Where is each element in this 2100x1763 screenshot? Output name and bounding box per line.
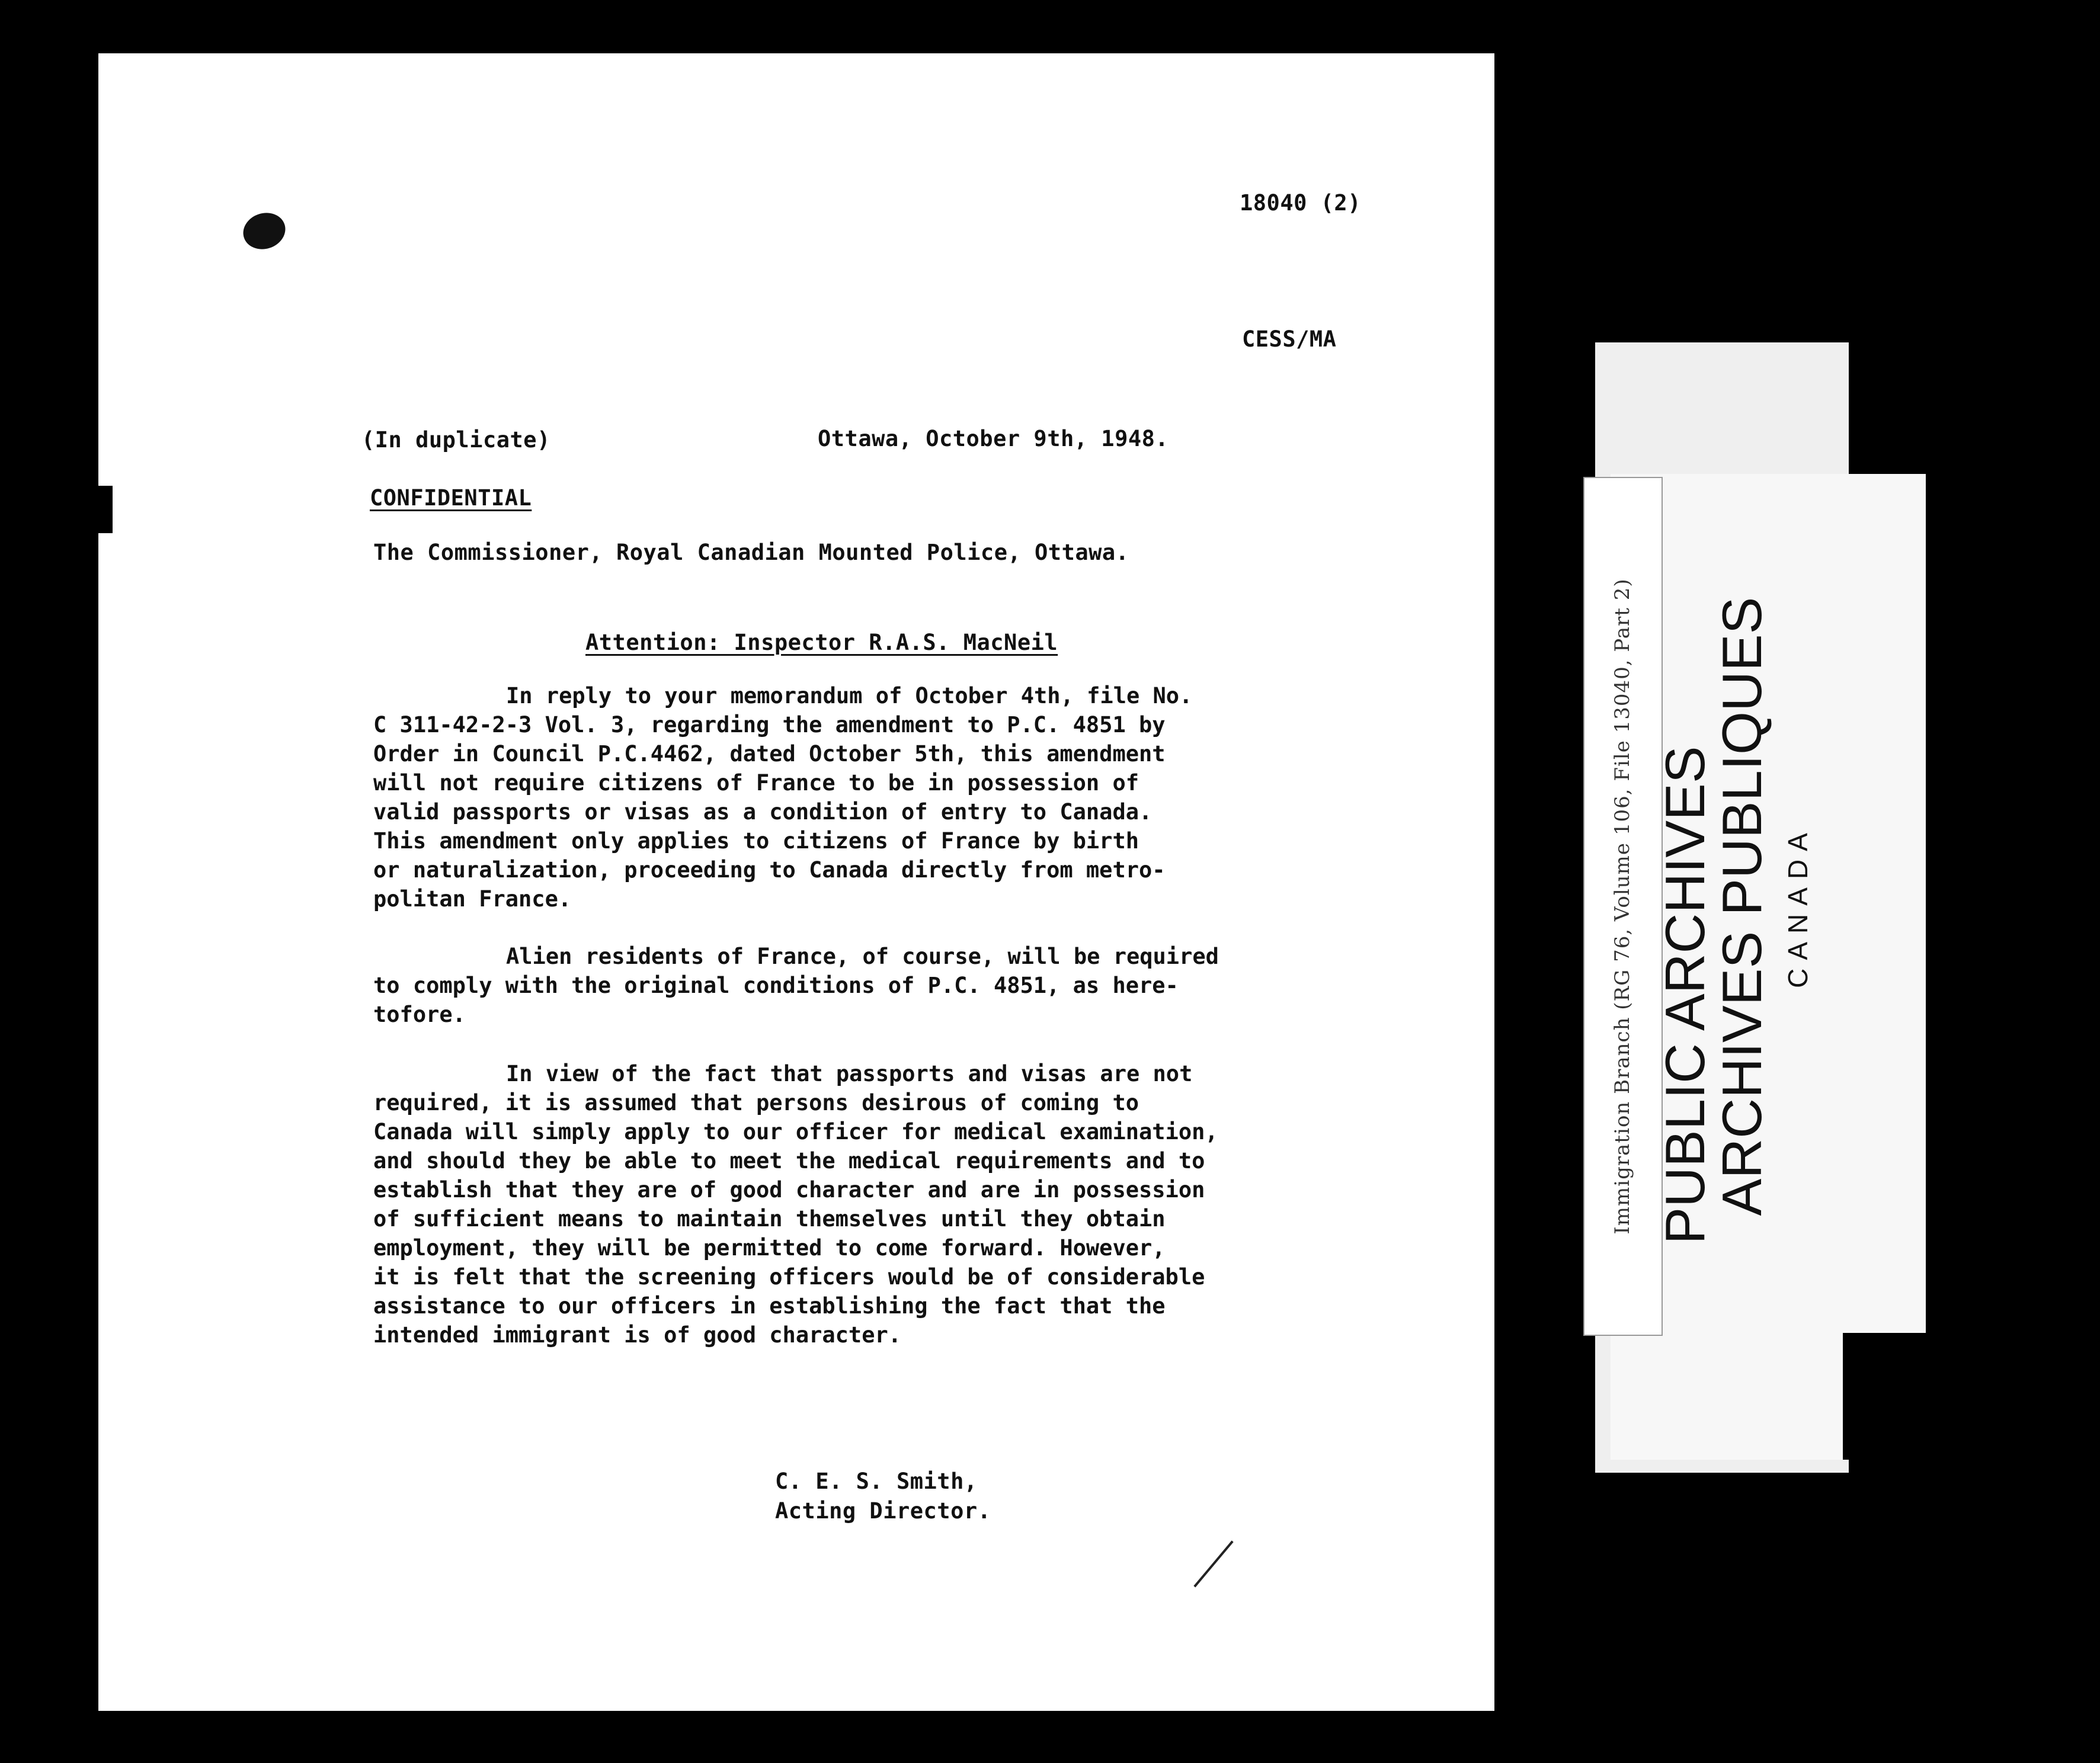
body-paragraph-2 (373, 942, 1219, 1029)
body-paragraph-1 (373, 681, 1192, 913)
paragraph-line: assistance to our officers in establishing the fact that the (373, 1293, 1166, 1319)
signature-title: Acting Director. (775, 1498, 991, 1524)
paragraph-line: required, it is assumed that persons desirous of coming to (373, 1090, 1139, 1116)
copy-note: (In duplicate) (361, 427, 550, 453)
body-paragraph-3 (373, 1059, 1218, 1350)
paragraph-line: Alien residents of France, of course, will be required (506, 944, 1219, 969)
signature-name: C. E. S. Smith, (775, 1469, 978, 1494)
paragraph-line: In view of the fact that passports and visas are not (506, 1061, 1193, 1086)
archive-strip-label: Immigration Branch (RG 76, Volume 106, File 13040, Part 2) (1611, 578, 1634, 1235)
archive-card-notch (1843, 1333, 1926, 1460)
archive-line-public (1653, 746, 1717, 1244)
punch-hole (238, 207, 290, 254)
page-notch (98, 486, 113, 533)
pen-mark (1193, 1540, 1233, 1587)
archive-line-canada (1782, 825, 1814, 988)
paragraph-line: will not require citizens of France to be in possession of (373, 770, 1139, 796)
paragraph-line: to comply with the original conditions of P.C. 4851, as here- (373, 973, 1179, 998)
classification-heading: CONFIDENTIAL (370, 485, 532, 511)
paragraph-line: In reply to your memorandum of October 4th, file No. (506, 683, 1193, 709)
paragraph-line: intended immigrant is of good character. (373, 1322, 902, 1348)
archive-line2-text: ARCHIVES PUBLIQUES (1711, 597, 1773, 1216)
paragraph-line: This amendment only applies to citizens of France by birth (373, 828, 1139, 854)
attention-line: Attention: Inspector R.A.S. MacNeil (585, 630, 1058, 655)
archive-line-publiques (1710, 597, 1774, 1216)
letter-page (98, 53, 1494, 1711)
archive-line3-text: CANADA (1782, 825, 1813, 988)
paragraph-line: tofore. (373, 1002, 466, 1027)
paragraph-line: of sufficient means to maintain themselves until they obtain (373, 1206, 1166, 1232)
addressee: The Commissioner, Royal Canadian Mounted Police, Ottawa. (373, 540, 1129, 565)
dateline: Ottawa, October 9th, 1948. (818, 426, 1169, 451)
reference-code: CESS/MA (1242, 326, 1337, 352)
paragraph-line: employment, they will be permitted to come forward. However, (373, 1235, 1166, 1261)
paragraph-line: it is felt that the screening officers would be of considerable (373, 1264, 1205, 1290)
paragraph-line: politan France. (373, 886, 572, 912)
paragraph-line: valid passports or visas as a condition of entry to Canada. (373, 799, 1153, 825)
paragraph-line: or naturalization, proceeding to Canada directly from metro- (373, 857, 1166, 883)
paragraph-line: C 311-42-2-3 Vol. 3, regarding the amendment to P.C. 4851 by (373, 712, 1166, 738)
paragraph-line: Canada will simply apply to our officer for medical examination, (373, 1119, 1218, 1145)
file-number: 18040 (2) (1240, 190, 1361, 216)
paragraph-line: establish that they are of good character and are in possession (373, 1177, 1205, 1203)
archive-line1-text: PUBLIC ARCHIVES (1654, 746, 1716, 1245)
paragraph-line: and should they be able to meet the medical requirements and to (373, 1148, 1205, 1174)
paragraph-line: Order in Council P.C.4462, dated October 5th, this amendment (373, 741, 1166, 767)
